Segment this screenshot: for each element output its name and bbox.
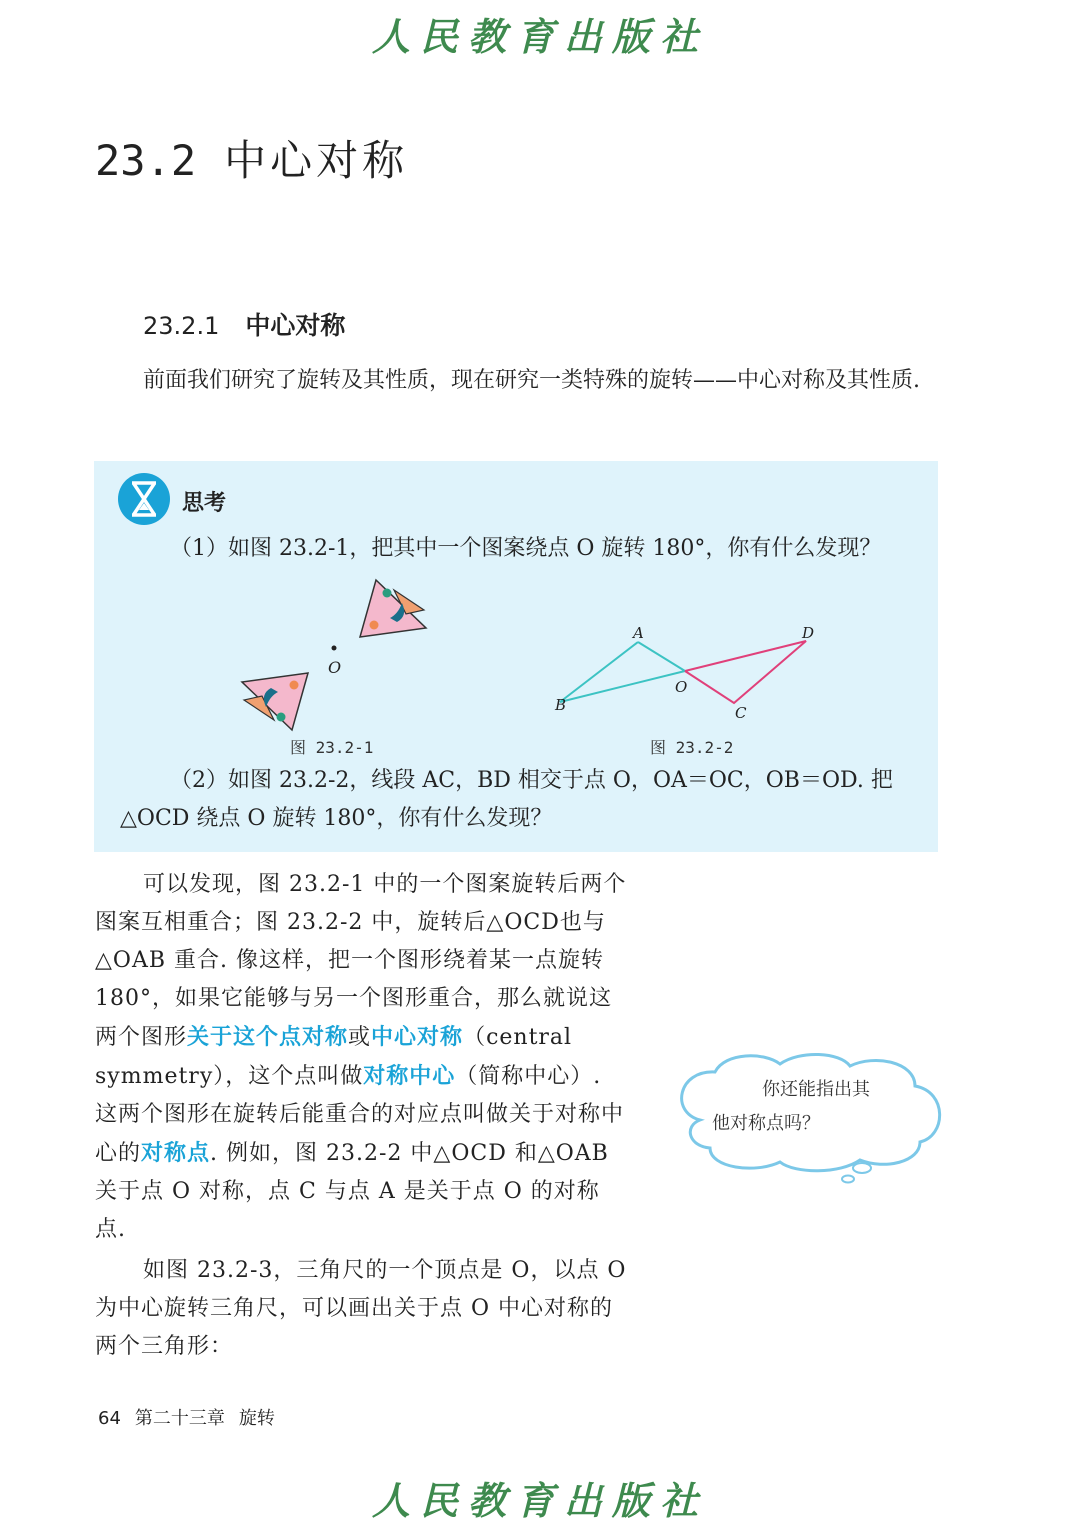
example-paragraph: 如图 23.2-3，三角尺的一个顶点是 O，以点 O 为中心旋转三角尺，可以画出关于点 O 中心对称的两个三角形： [95, 1258, 627, 1359]
pattern-upper [360, 580, 426, 637]
center-point-o [332, 646, 337, 651]
term-central-symmetry: 中心对称 [371, 1024, 464, 1050]
chapter-topic: 旋转 [238, 1408, 275, 1429]
definition-paragraph [95, 866, 630, 1249]
publisher-watermark-bottom: 人民教育出版社 [371, 1478, 708, 1523]
think-title: 思考 [182, 491, 227, 516]
subsection-heading [143, 306, 345, 342]
segment-oa [638, 642, 685, 671]
page-footer [98, 1404, 289, 1430]
term-center-of-symmetry: 对称中心 [363, 1063, 456, 1089]
cloud-prompt [712, 1073, 912, 1141]
figure-caption-23-2-1: 图 23.2-1 [290, 738, 374, 757]
subsection-number: 23.2.1 [143, 312, 220, 340]
definition-or: 或 [348, 1025, 372, 1050]
term-symmetric-about-point: 关于这个点对称 [187, 1024, 349, 1050]
point-c-label: C [735, 704, 747, 722]
intro-paragraph: 前面我们研究了旋转及其性质，现在研究一类特殊的旋转——中心对称及其性质. [143, 368, 920, 393]
triangle-ocd [685, 641, 806, 703]
definition-text-1: 可以发现，图 23.2-1 中的一个图案旋转后两个图案互相重合；图 23.2-2 中，旋转后△OCD也与△OAB 重合. 像这样，把一个图形绕着某一点旋转 180°，如果它能够与另一个图形重合，那么就说这两个图形 [95, 872, 627, 1050]
definition-text-4: . 例如，图 23.2-2 中△OCD 和△OAB 关于点 O 对称，点 C 与点 A 是关于点 O 的对称点. [95, 1141, 609, 1242]
page-number: 64 [98, 1408, 121, 1429]
hourglass-icon [117, 472, 171, 526]
subsection-title: 中心对称 [245, 311, 346, 340]
cloud-line-1: 你还能指出其 [762, 1079, 870, 1100]
term-symmetric-points: 对称点 [141, 1140, 211, 1166]
definition-text-3: （简称中心）. 这两个图形在旋转后能重合的对应点叫做关于对称中心的 [95, 1064, 625, 1166]
section-number: 23.2 [95, 136, 197, 185]
point-a-label: A [633, 624, 644, 642]
point-b-label: B [555, 696, 567, 714]
cloud-line-2: 他对称点吗？ [712, 1113, 820, 1134]
question-1: （1）如图 23.2-1，把其中一个图案绕点 O 旋转 180°，你有什么发现？ [170, 536, 882, 561]
section-heading [95, 128, 408, 188]
chapter-name: 第二十三章 [134, 1408, 225, 1429]
center-label-o: O [328, 658, 342, 677]
definition-text-2: （central symmetry），这个点叫做 [95, 1025, 573, 1089]
question-2: （2）如图 23.2-2，线段 AC，BD 相交于点 O，OA＝OC，OB＝OD. 把△OCD 绕点 O 旋转 180°，你有什么发现？ [120, 768, 893, 831]
figure-caption-23-2-2: 图 23.2-2 [650, 738, 734, 757]
point-d-label: D [802, 624, 815, 642]
pattern-lower [242, 673, 308, 730]
publisher-watermark-top: 人民教育出版社 [371, 14, 708, 59]
section-title: 中心对称 [224, 136, 409, 185]
point-o-label: O [675, 678, 688, 696]
figures-area [94, 570, 938, 740]
